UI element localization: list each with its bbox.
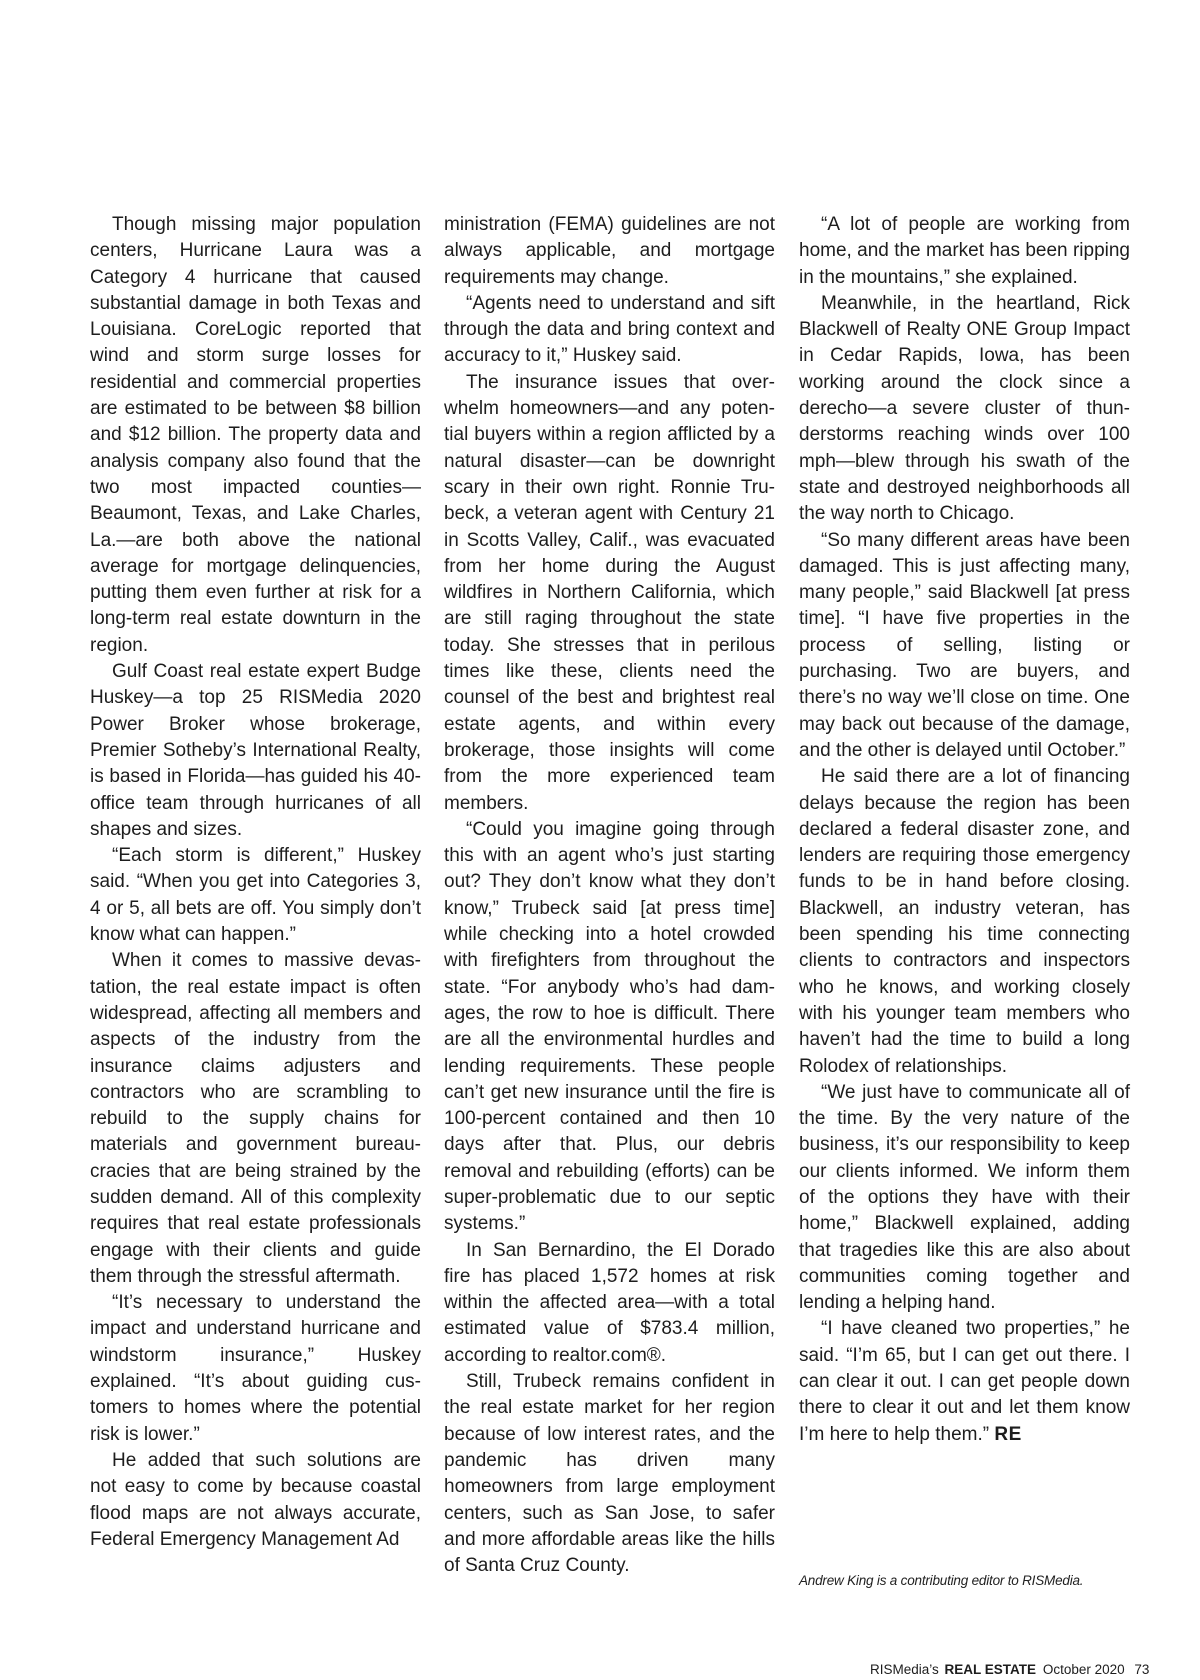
final-paragraph <box>799 1316 1130 1447</box>
paragraph: “A lot of people are working from home, and the market has been ripping in the mountains,” she explained. <box>799 214 1130 288</box>
footer-publisher: RISMedia’s <box>870 1662 939 1677</box>
footer-page-number: 73 <box>1134 1662 1150 1677</box>
author-credit: Andrew King is a contributing editor to RISMedia. <box>799 1573 1084 1588</box>
paragraph: When it comes to massive devastation, the real estate impact is often widespread, affecting all members and aspects of the industry from the insurance claims adjusters and contractors who are scrambling to rebuild to the supply chains for materials and government bureaucracies that are being strained by the sudden demand. All of this complexity requires that real estate professionals engage with their clients and guide them through the stressful aftermath. <box>90 950 421 1287</box>
paragraph: Meanwhile, in the heartland, Rick Blackwell of Realty ONE Group Impact in Cedar Rapids, Iowa, has been working around the clock since a derecho—a severe cluster of thunderstorms reaching winds over 100 mph—blew through his swath of the state and destroyed neighborhoods all the way north to Chicago. <box>799 292 1130 525</box>
paragraph: In San Bernardino, the El Dorado fire has placed 1,572 homes at risk within the affected area—with a total estimated value of $783.4 million, according to realtor.com®. <box>444 1239 775 1366</box>
paragraph: “Could you imagine going through this with an agent who’s just starting out? They don’t know what they don’t know,” Trubeck said [at press time] while checking into a hotel crowded with firefighters from throughout the state. “For anybody who’s had damages, the row to hoe is difficult. There are all the environmental hurdles and lending requirements. These people can’t get new insurance until the fire is 100-percent contained and then 10 days after that. Plus, our debris removal and rebuilding (efforts) can be super-problematic due to our septic systems.” <box>444 818 775 1235</box>
footer-magazine-title: REAL ESTATE <box>944 1662 1037 1677</box>
paragraph: “So many different areas have been damaged. This is just affecting many, many people,” said Blackwell [at press time]. “I have five properties in the process of selling, listing or purchasing. Two are buyers, and there’s no way we’ll close on time. One may back out because of the damage, and the other is delayed until October.” <box>799 529 1130 761</box>
paragraph: “Each storm is different,” Huskey said. “When you get into Categories 3, 4 or 5, all bets are off. You simply don’t know what can happen.” <box>90 845 421 946</box>
paragraph: “Agents need to understand and sift through the data and bring context and accuracy to it,” Huskey said. <box>444 292 775 367</box>
article-column-2 <box>444 212 775 1579</box>
paragraph: The insurance issues that overwhelm homeowners—and any potential buyers within a region afflicted by a natural disaster—can be downright scary in their own right. Ronnie Trubeck, a veteran agent with Century 21 in Scotts Valley, Calif., was evacuated from her home during the August wildfires in Northern California, which are still raging throughout the state today. She stresses that in perilous times like these, clients need the counsel of the best and brightest real estate agents, and within every brokerage, those insights will come from the more experienced team members. <box>444 371 775 814</box>
page-footer <box>870 1662 1150 1677</box>
paragraph: “We just have to communicate all of the time. By the very nature of the business, it’s our responsibility to keep our clients informed. We inform them of the options they have with their home,” Blackwell explained, adding that tragedies like this are also about communities coming together and lending a helping hand. <box>799 1081 1130 1314</box>
article-column-3 <box>799 212 1130 1448</box>
end-mark: RE <box>994 1423 1022 1445</box>
paragraph: He said there are a lot of financing delays because the region has been declared a federal disaster zone, and lenders are requiring those emergency funds to be in hand before closing. Blackwell, an industry veteran, has been spending his time connecting clients to contractors and inspectors who he knows, and working closely with his younger team members who haven’t had the time to build a long Rolodex of relationships. <box>799 766 1130 1077</box>
paragraph: Though missing major population centers, Hurricane Laura was a Category 4 hurricane that caused substantial damage in both Texas and Louisiana. CoreLogic reported that wind and storm surge losses for residential and commercial properties are estimated to be between $8 billion and $12 billion. The property data and analysis company also found that the two most impacted counties—Beaumont, Texas, and Lake Charles, La.—are both above the national average for mortgage delinquencies, putting them even further at risk for a long-term real estate downturn in the region. <box>90 214 421 656</box>
footer-issue-date: October 2020 <box>1042 1662 1125 1677</box>
paragraph: Still, Trubeck remains confident in the real estate market for her region because of low interest rates, and the pandemic has driven many homeowners from large employment centers, such as San Jose, to safer and more affordable areas like the hills of Santa Cruz County. <box>444 1371 775 1577</box>
final-paragraph-text: “I have cleaned two properties,” he said. “I’m 65, but I can get out there. I can clear it out. I can get people down there to clear it out and let them know I’m here to help them.” <box>799 1318 1130 1445</box>
paragraph-continued: ministration (FEMA) guidelines are not always applicable, and mortgage requirements may change. <box>444 214 775 288</box>
article-column-1 <box>90 212 421 1553</box>
paragraph: “It’s necessary to understand the impact and understand hurricane and windstorm insurance,” Huskey explained. “It’s about guiding customers to homes where the potential risk is lower.” <box>90 1292 421 1445</box>
paragraph: He added that such solutions are not easy to come by because coastal flood maps are not always accurate, Federal Emergency Management Ad <box>90 1449 421 1550</box>
paragraph: Gulf Coast real estate expert Budge Huskey—a top 25 RISMedia 2020 Power Broker whose brokerage, Premier Sotheby’s International Realty, is based in Florida—has guided his 40-office team through hurricanes of all shapes and sizes. <box>90 661 421 840</box>
